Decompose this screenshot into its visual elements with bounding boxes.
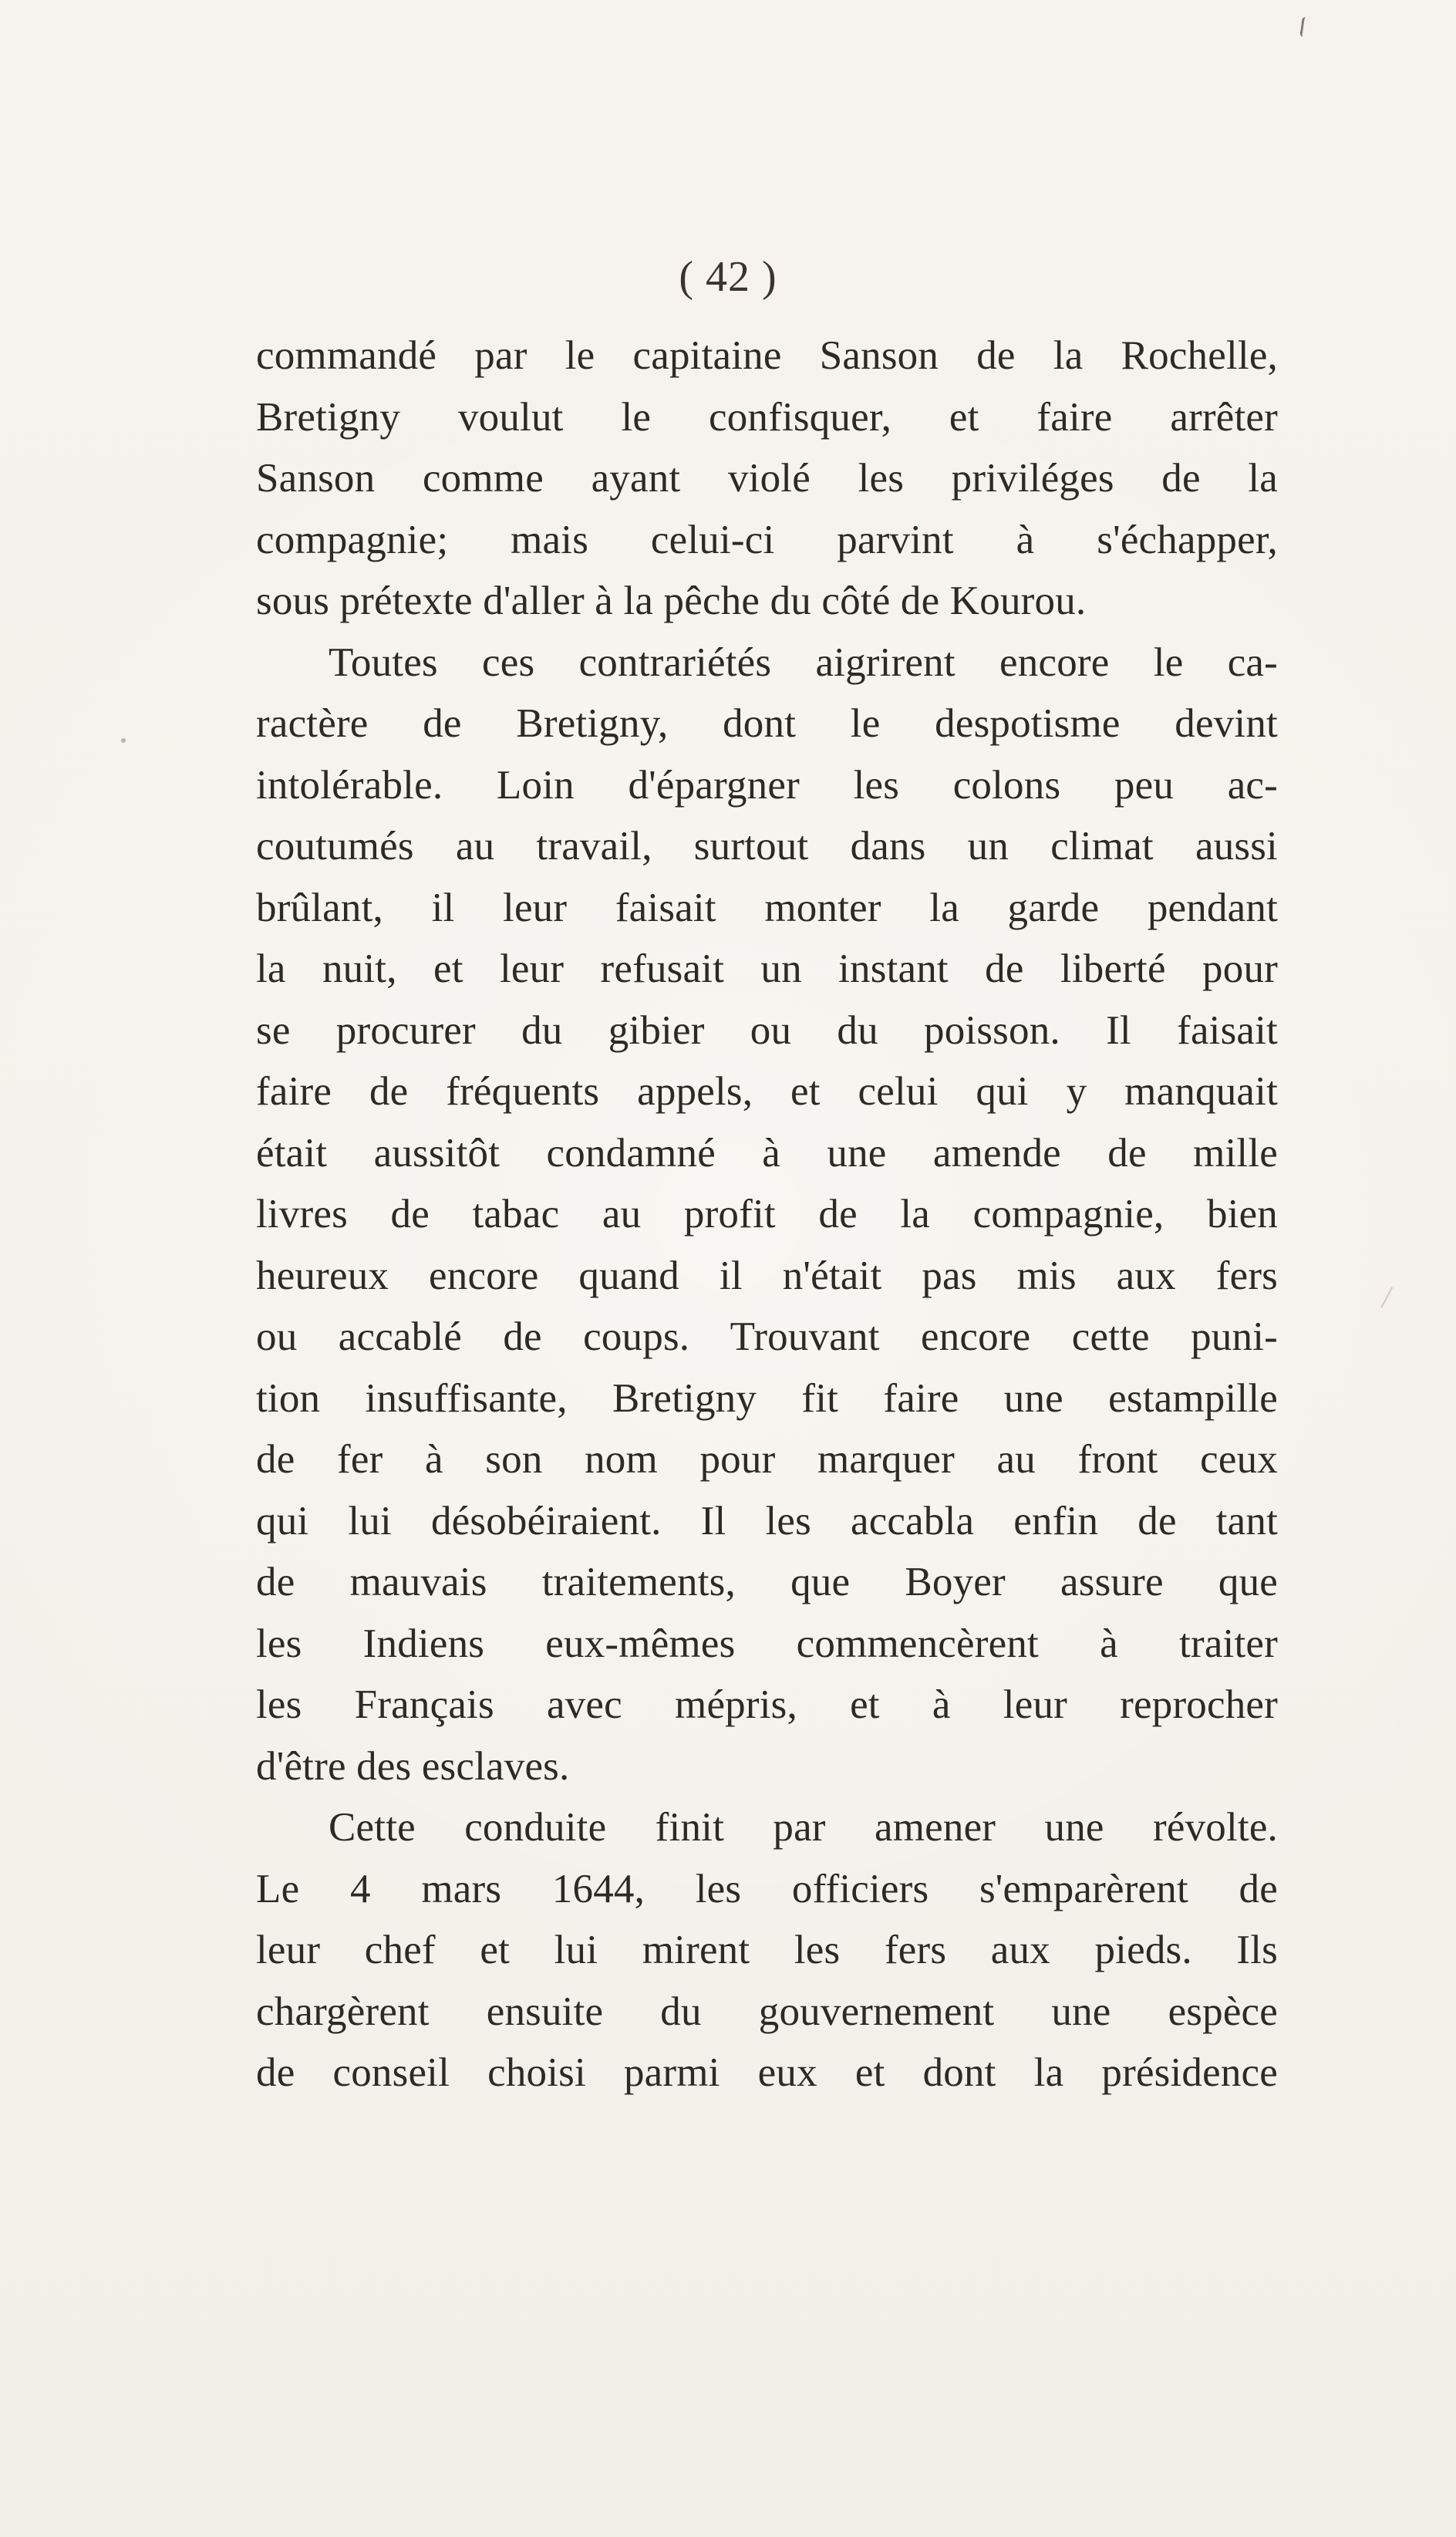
- text-line-1: commandé par le capitaine Sanson de la Rochelle,: [256, 333, 1278, 378]
- text-line-14: était aussitôt condamné à une amende de mille: [256, 1130, 1278, 1176]
- text-line-27: leur chef et lui mirent les fers aux pieds. Ils: [256, 1928, 1278, 1972]
- text-line-22: les Indiens eux-mêmes commencèrent à traiter: [256, 1621, 1278, 1666]
- corner-mark: [1299, 17, 1309, 38]
- text-line-6: Toutes ces contrariétés aigrirent encore le ca-: [329, 639, 1278, 685]
- margin-tick: [1380, 1287, 1395, 1309]
- text-line-17: ou accablé de coups. Trouvant encore cette puni-: [256, 1314, 1278, 1359]
- text-line-18: tion insuffisante, Bretigny fit faire une estampille: [256, 1375, 1278, 1421]
- text-line-12: se procurer du gibier ou du poisson. Il faisait: [256, 1007, 1278, 1053]
- text-line-24: d'être des esclaves.: [256, 1743, 570, 1789]
- text-line-23: les Français avec mépris, et à leur reprocher: [256, 1682, 1278, 1727]
- text-line-4: compagnie; mais celui-ci parvint à s'échapper,: [256, 517, 1278, 562]
- text-line-5: sous prétexte d'aller à la pêche du côté de Kourou.: [256, 579, 1087, 623]
- text-line-10: brûlant, il leur faisait monter la garde pendant: [256, 885, 1278, 930]
- text-line-25: Cette conduite finit par amener une révolte.: [329, 1805, 1278, 1850]
- text-line-3: Sanson comme ayant violé les priviléges de la: [256, 456, 1278, 501]
- text-line-26: Le 4 mars 1644, les officiers s'emparèrent de: [256, 1866, 1278, 1911]
- text-line-15: livres de tabac au profit de la compagnie, bien: [256, 1192, 1278, 1236]
- text-block: [256, 326, 1278, 2104]
- text-line-13: faire de fréquents appels, et celui qui y manquait: [256, 1069, 1278, 1114]
- text-line-20: qui lui désobéiraient. Il les accabla enfin de tant: [256, 1498, 1278, 1543]
- text-line-7: ractère de Bretigny, dont le despotisme devint: [256, 701, 1278, 746]
- text-line-11: la nuit, et leur refusait un instant de liberté pour: [256, 946, 1278, 991]
- page-number: ( 42 ): [679, 253, 777, 301]
- margin-dot: [121, 738, 126, 743]
- text-line-9: coutumés au travail, surtout dans un climat aussi: [256, 824, 1278, 869]
- text-line-16: heureux encore quand il n'était pas mis aux fers: [256, 1253, 1278, 1298]
- text-line-21: de mauvais traitements, que Boyer assure que: [256, 1560, 1278, 1604]
- text-line-28: chargèrent ensuite du gouvernement une espèce: [256, 1989, 1278, 2034]
- text-line-2: Bretigny voulut le confisquer, et faire arrêter: [256, 394, 1278, 440]
- text-line-29: de conseil choisi parmi eux et dont la présidence: [256, 2050, 1278, 2095]
- text-line-8: intolérable. Loin d'épargner les colons peu ac-: [256, 762, 1278, 808]
- text-line-19: de fer à son nom pour marquer au front ceux: [256, 1437, 1278, 1482]
